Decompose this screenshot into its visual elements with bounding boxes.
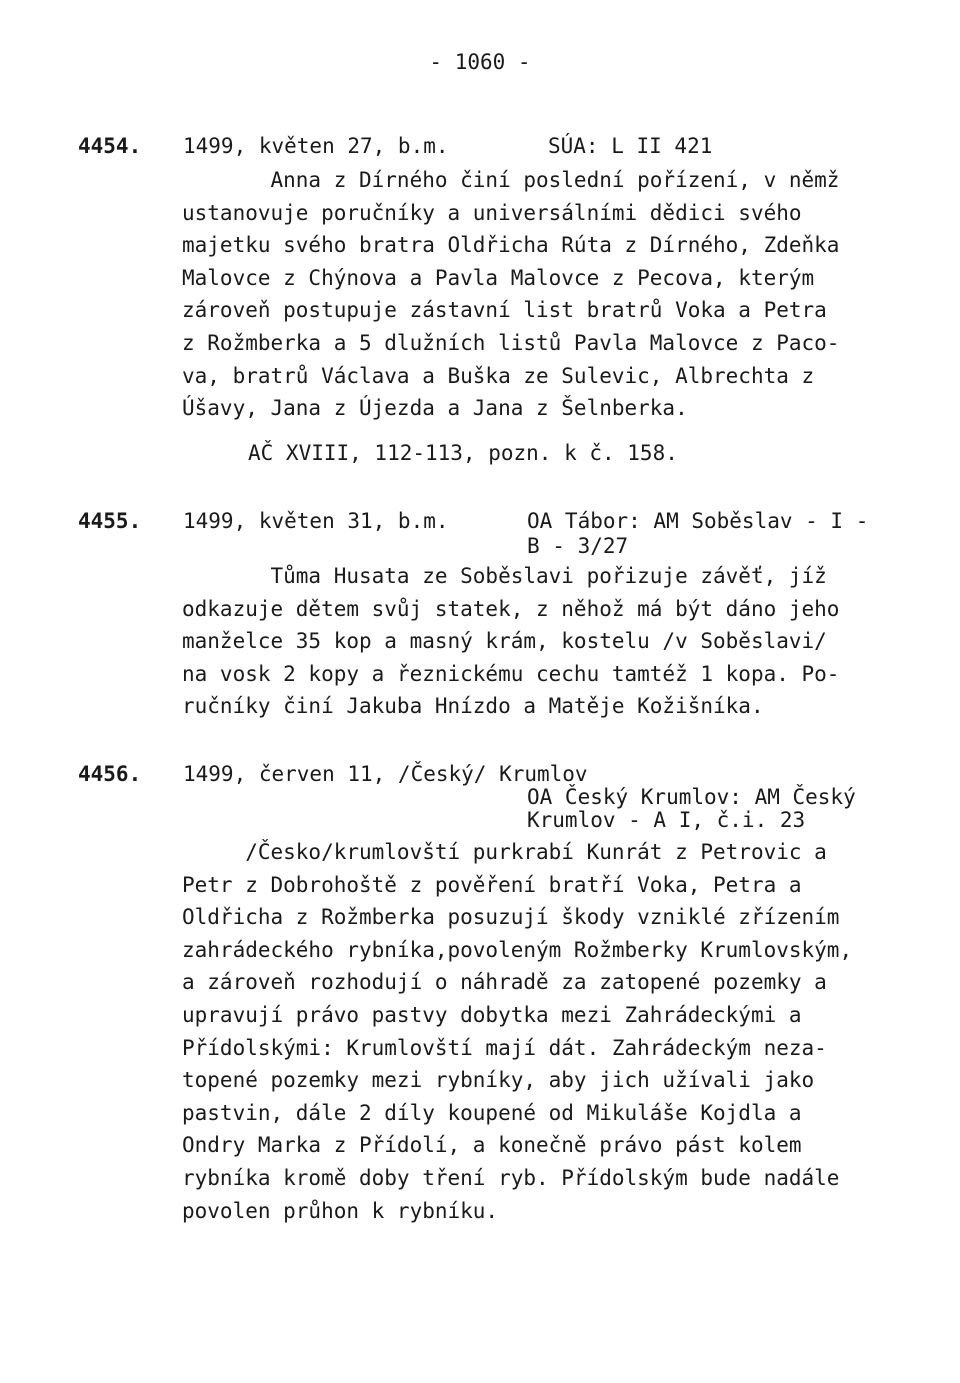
text-line: /Česko/krumlovští purkrabí Kunrát z Petrovic a bbox=[182, 840, 827, 864]
entry-source: OA Tábor: AM Soběslav - I - bbox=[527, 509, 869, 533]
page-number: - 1060 - bbox=[429, 50, 531, 74]
entry-date-place: 1499, květen 27, b.m. bbox=[183, 134, 449, 158]
text-line: rybníka kromě doby tření ryb. Přídolským bude nadále bbox=[182, 1165, 840, 1190]
text-line: Malovce z Chýnova a Pavla Malovce z Pecova, kterým bbox=[182, 265, 815, 290]
text-line: Petr z Dobrohoště z pověření bratří Voka, Petra a bbox=[182, 872, 802, 897]
entry-text bbox=[182, 164, 882, 425]
text-line: pastvin, dále 2 díly koupené od Mikuláše Kojdla a bbox=[182, 1100, 802, 1125]
text-line: Anna z Dírného činí poslední pořízení, v němž bbox=[182, 168, 840, 192]
text-line: majetku svého bratra Oldřicha Rúta z Dírného, Zdeňka bbox=[182, 233, 840, 258]
entry-text bbox=[182, 560, 882, 723]
entry-source: Krumlov - A I, č.i. 23 bbox=[527, 808, 806, 832]
text-line: Ondry Marka z Přídolí, a konečně právo pást kolem bbox=[182, 1133, 802, 1158]
text-line: topené pozemky mezi rybníky, aby jich užívali jako bbox=[182, 1068, 815, 1093]
entry-text bbox=[182, 836, 882, 1227]
text-line: povolen průhon k rybníku. bbox=[182, 1198, 499, 1223]
entry-number: 4456. bbox=[78, 762, 142, 786]
text-line: ustanovuje poručníky a universálními dědici svého bbox=[182, 200, 802, 225]
entry-number: 4454. bbox=[78, 134, 142, 158]
text-line: va, bratrů Václava a Buška ze Sulevic, Albrechta z bbox=[182, 363, 815, 388]
entry-number: 4455. bbox=[78, 509, 142, 533]
text-line: zároveň postupuje zástavní list bratrů Voka a Petra bbox=[182, 298, 827, 323]
text-line: z Rožmberka a 5 dlužních listů Pavla Malovce z Paco- bbox=[182, 330, 840, 355]
entry-source: SÚA: L II 421 bbox=[548, 134, 713, 158]
entry-citation: AČ XVIII, 112-113, pozn. k č. 158. bbox=[248, 441, 678, 465]
text-line: Úšavy, Jana z Újezda a Jana z Šelnberka. bbox=[182, 396, 688, 421]
text-line: Přídolskými: Krumlovští mají dát. Zahrádeckým neza- bbox=[182, 1035, 827, 1060]
entry-source: B - 3/27 bbox=[527, 534, 629, 558]
text-line: manželce 35 kop a masný krám, kostelu /v Soběslavi/ bbox=[182, 629, 827, 654]
entry-source: OA Český Krumlov: AM Český bbox=[527, 785, 856, 809]
entry-date-place: 1499, květen 31, b.m. bbox=[183, 509, 449, 533]
text-line: Tůma Husata ze Soběslavi pořizuje závěť, jíž bbox=[182, 564, 827, 588]
text-line: Oldřicha z Rožmberka posuzují škody vzniklé zřízením bbox=[182, 905, 840, 930]
entry-date-place: 1499, červen 11, /Český/ Krumlov bbox=[183, 762, 588, 786]
text-line: a zároveň rozhodují o náhradě za zatopené pozemky a bbox=[182, 970, 827, 995]
text-line: zahrádeckého rybníka,povoleným Rožmberky Krumlovským, bbox=[182, 937, 853, 962]
text-line: odkazuje dětem svůj statek, z něhož má být dáno jeho bbox=[182, 596, 840, 621]
text-line: na vosk 2 kopy a řeznickému cechu tamtéž 1 kopa. Po- bbox=[182, 661, 840, 686]
text-line: ručníky činí Jakuba Hnízdo a Matěje Kožišníka. bbox=[182, 694, 764, 719]
text-line: upravují právo pastvy dobytka mezi Zahrádeckými a bbox=[182, 1002, 802, 1027]
